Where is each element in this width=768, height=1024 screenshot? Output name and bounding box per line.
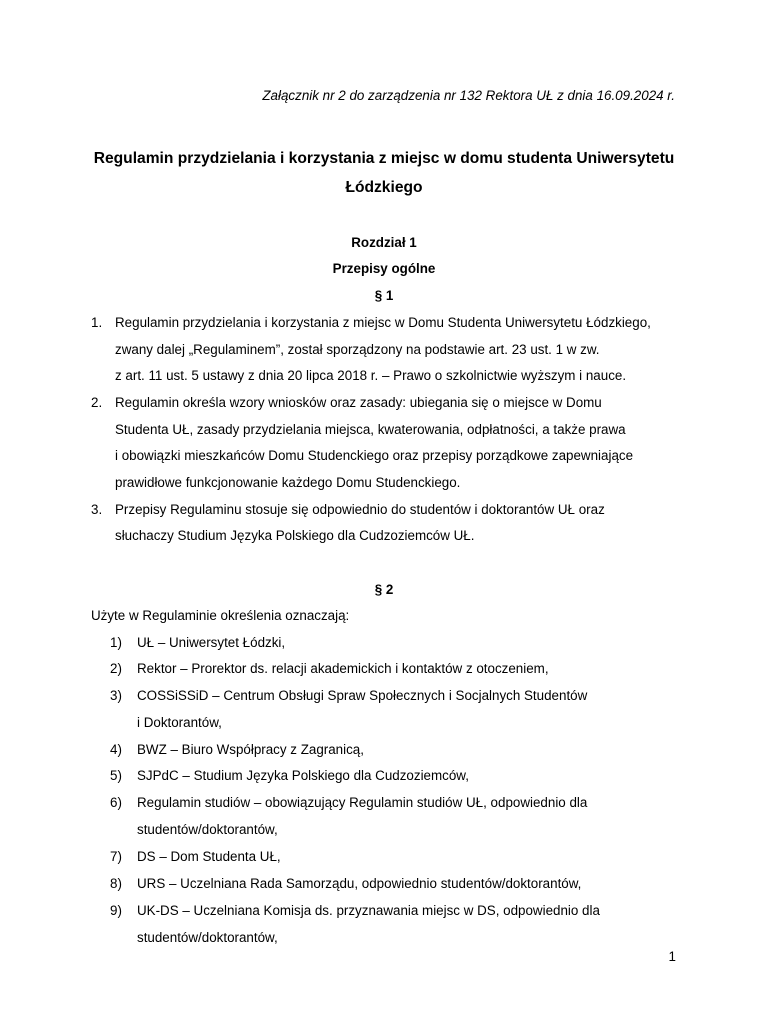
definition-line: Regulamin studiów – obowiązujący Regulamin studiów UŁ, odpowiednio dla <box>137 795 588 810</box>
section-1-item-line: Studenta UŁ, zasady przydzielania miejsca, kwaterowania, odpłatności, a także prawa <box>115 422 626 437</box>
chapter-title: Przepisy ogólne <box>332 261 436 276</box>
section-1-item-line: Regulamin określa wzory wniosków oraz zasady: ubiegania się o miejsce w Domu <box>115 395 602 410</box>
attachment-note: Załącznik nr 2 do zarządzenia nr 132 Rektora UŁ z dnia 16.09.2024 r. <box>262 88 675 103</box>
section-1-item-line: prawidłowe funkcjonowanie każdego Domu Studenckiego. <box>115 475 461 490</box>
definition-line: i Doktorantów, <box>137 715 222 730</box>
section-1-item-line: Przepisy Regulaminu stosuje się odpowiednio do studentów i doktorantów UŁ oraz <box>115 502 605 517</box>
section-1-item-line: zwany dalej „Regulaminem”, został sporządzony na podstawie art. 23 ust. 1 w zw. <box>115 342 600 357</box>
definition-line: Rektor – Prorektor ds. relacji akademickich i kontaktów z otoczeniem, <box>137 661 549 676</box>
section-1-item-line: z art. 11 ust. 5 ustawy z dnia 20 lipca 2018 r. – Prawo o szkolnictwie wyższym i nauce. <box>115 368 627 383</box>
section-1-item-number: 1. <box>91 315 103 330</box>
definition-line: BWZ – Biuro Współpracy z Zagranicą, <box>137 742 364 757</box>
definition-line: SJPdC – Studium Języka Polskiego dla Cudzoziemców, <box>137 768 469 783</box>
section-1-item-line: Regulamin przydzielania i korzystania z miejsc w Domu Studenta Uniwersytetu Łódzkiego, <box>115 315 651 330</box>
section-1-heading: § 1 <box>374 288 394 303</box>
definition-line: DS – Dom Studenta UŁ, <box>137 849 281 864</box>
section-2-intro: Użyte w Regulaminie określenia oznaczają: <box>91 608 350 623</box>
definition-number: 8) <box>110 876 122 891</box>
chapter-number: Rozdział 1 <box>351 235 417 250</box>
definition-number: 2) <box>110 661 122 676</box>
section-1-item-line: i obowiązki mieszkańców Domu Studenckiego oraz przepisy porządkowe zapewniające <box>115 448 634 463</box>
definition-number: 6) <box>110 795 122 810</box>
section-1-item-number: 3. <box>91 502 103 517</box>
definition-line: studentów/doktorantów, <box>137 930 278 945</box>
definition-number: 3) <box>110 688 122 703</box>
section-1-item-line: słuchaczy Studium Języka Polskiego dla Cudzoziemców UŁ. <box>115 528 475 543</box>
definition-line: COSSiSSiD – Centrum Obsługi Spraw Społecznych i Socjalnych Studentów <box>137 688 588 703</box>
page-number: 1 <box>668 949 676 964</box>
definition-number: 9) <box>110 903 122 918</box>
definition-line: UK-DS – Uczelniana Komisja ds. przyznawania miejsc w DS, odpowiednio dla <box>137 903 600 918</box>
section-2-heading: § 2 <box>374 582 394 597</box>
definition-number: 4) <box>110 742 122 757</box>
definition-number: 7) <box>110 849 122 864</box>
definition-line: studentów/doktorantów, <box>137 822 278 837</box>
document-title: Regulamin przydzielania i korzystania z miejsc w domu studenta Uniwersytetu Łódzkiego <box>93 150 675 196</box>
section-1-item-number: 2. <box>91 395 103 410</box>
definition-number: 1) <box>110 635 122 650</box>
definition-number: 5) <box>110 768 122 783</box>
definition-line: URS – Uczelniana Rada Samorządu, odpowiednio studentów/doktorantów, <box>137 876 582 891</box>
definition-line: UŁ – Uniwersytet Łódzki, <box>137 635 286 650</box>
